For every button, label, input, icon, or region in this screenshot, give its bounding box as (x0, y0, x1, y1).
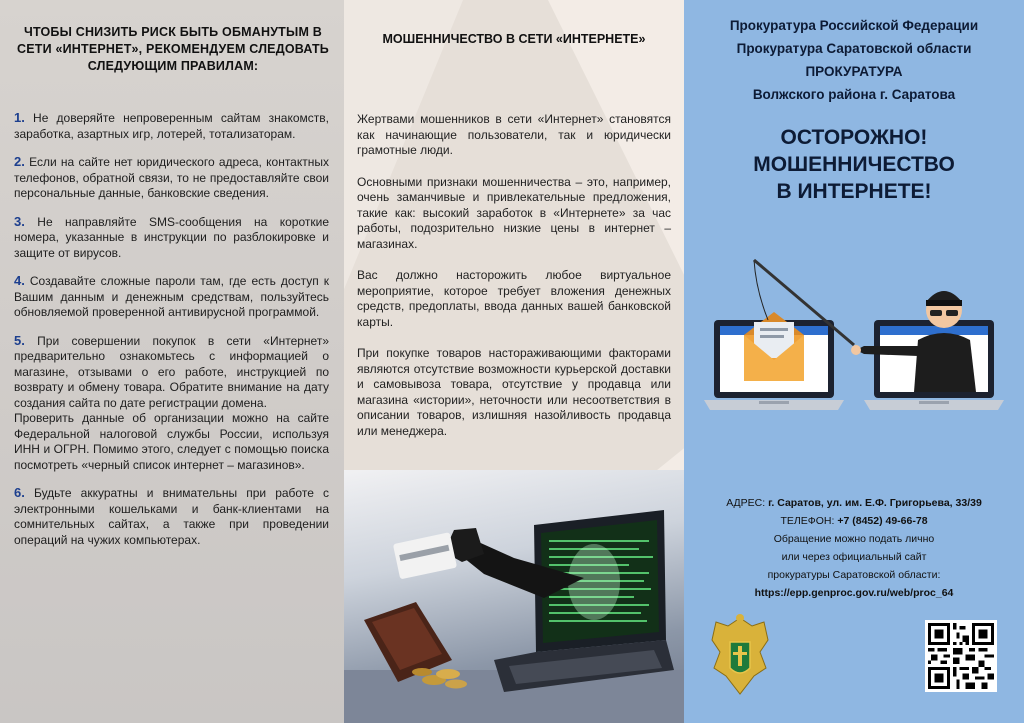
organization-header (684, 14, 1024, 106)
paragraph: Основными признаки мошенничества – это, например, очень заманчивые и привлекательные предложения, такие как: высокий заработок в «Интернете» за час работы, подозрительно низкие цены в интернет – магазинах. (357, 174, 671, 251)
org-line: Прокуратура Российской Федерации (729, 18, 979, 33)
rule-number: 2. (14, 154, 25, 169)
contact-note: или через официальный сайт (781, 551, 927, 563)
fraud-info-panel (344, 0, 684, 723)
warning-line: МОШЕННИЧЕСТВО (753, 153, 955, 176)
address-value: г. Саратов, ул. им. Е.Ф. Григорьева, 33/39 (768, 497, 982, 509)
prosecutor-emblem-icon (706, 612, 774, 704)
contact-note: прокуратуры Саратовской области: (767, 569, 941, 581)
website-link[interactable]: https://epp.genproc.gov.ru/web/proc_64 (754, 587, 954, 599)
rule-item (14, 214, 329, 262)
rule-item (14, 110, 329, 142)
fraud-title: МОШЕННИЧЕСТВО В СЕТИ «ИНТЕРНЕТЕ» (382, 32, 646, 46)
contact-panel (684, 0, 1024, 723)
rule-number: 3. (14, 213, 25, 229)
paragraph: Жертвами мошенников в сети «Интернет» становятся как начинающие пользователи, так и юридически грамотные люди. (357, 112, 671, 157)
fraud-text (357, 112, 671, 455)
rule-number: 4. (14, 273, 25, 288)
org-line: Волжского района г. Саратова (752, 87, 956, 102)
rule-text: При совершении покупок в сети «Интернет» предварительно ознакомьтесь с информацией о магазине, отзывами о его работе, инструкцией по возврату и обмену товара. Обратите внимание на дату создания сайта по дате регистрации домена. (14, 333, 330, 410)
rule-text: Создавайте сложные пароли там, где есть доступ к Вашим данным и денежным средствам, пользуйтесь обновляемой проверенной антивирусной программой. (14, 274, 329, 319)
rule-item (14, 154, 329, 202)
contact-note: Обращение можно подать лично (773, 533, 935, 545)
warning-line: В ИНТЕРНЕТЕ! (776, 180, 932, 203)
warning-heading (684, 124, 1024, 205)
qr-code[interactable] (925, 620, 997, 692)
rule-number: 1. (14, 110, 25, 125)
paragraph: Вас должно насторожить любое виртуальное мероприятие, которое требует вложения денежных средств, предоплаты, ввода данных вашей банковской карты. (357, 268, 671, 329)
rule-item (14, 273, 329, 321)
org-line: ПРОКУРАТУРА (805, 64, 903, 79)
address-label: АДРЕС: (726, 497, 766, 509)
phone-label: ТЕЛЕФОН: (780, 515, 835, 527)
rule-item (14, 485, 329, 548)
rule-text: Если на сайте нет юридического адреса, контактных телефонов, обратной связи, то не предоставляйте свои персональные данные, банковские сведения. (14, 155, 329, 200)
paragraph: При покупке товаров настораживающими факторами являются отсутствие возможности курьерской доставки и самовывоза товара, отсутствие у продавца или магазина «истории», неточности или несоответствия в описании товаров, излишняя назойливость продавца или менеджера. (357, 346, 671, 438)
rule-text: Не направляйте SMS-сообщения на короткие номера, указанные в инструкции по разблокировке и защите от вирусов. (14, 214, 329, 260)
phishing-illustration (704, 250, 1004, 420)
rule-text: Будьте аккуратны и внимательны при работе с электронными кошельками и банк-клиентами на сомнительных сайтах, а также при проведении операций на чужих компьютерах. (14, 486, 329, 547)
warning-line: ОСТОРОЖНО! (780, 126, 928, 149)
rule-item (14, 333, 329, 474)
hacker-laptop-photo (344, 470, 684, 723)
rules-list (14, 110, 329, 560)
contact-info (684, 494, 1024, 602)
org-line: Прокуратура Саратовской области (736, 41, 972, 56)
rule-number: 5. (14, 332, 25, 348)
rules-title: ЧТОБЫ СНИЗИТЬ РИСК БЫТЬ ОБМАНУТЫМ В СЕТИ «ИНТЕРНЕТ», РЕКОМЕНДУЕМ СЛЕДОВАТЬ СЛЕДУЮЩИМ ПРАВИЛАМ: (17, 25, 329, 73)
phone-line (684, 512, 1024, 530)
rules-panel (0, 0, 344, 723)
address-line (684, 494, 1024, 512)
rule-extra-text: Проверить данные об организации можно на сайте Федеральной налоговой службы России, используя ИНН и ОГРН. Помимо этого, следует с помощью поиска посмотреть «черный список интернет – магазинов». (14, 411, 329, 472)
rule-number: 6. (14, 485, 25, 500)
rule-text: Не доверяйте непроверенным сайтам знакомств, заработка, азартных игр, лотерей, тотализаторам. (14, 111, 329, 141)
phone-value: +7 (8452) 49-66-78 (837, 515, 928, 527)
